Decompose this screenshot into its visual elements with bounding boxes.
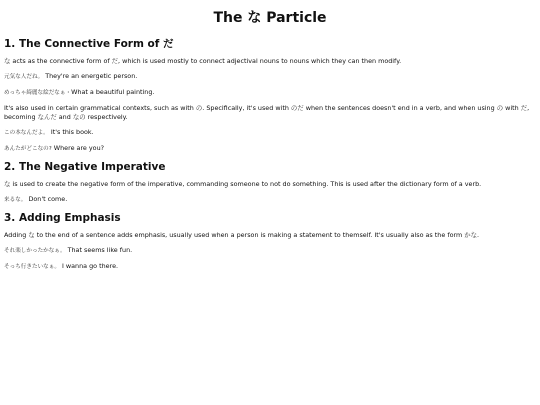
example-translation: It's this book. [50, 128, 94, 136]
example-sentence [4, 144, 536, 154]
example-japanese: そっち行きたいなぁ。 [4, 264, 60, 270]
jp-term: の [195, 104, 203, 112]
example-translation: Where are you? [53, 144, 105, 152]
example-japanese: あんたがどこなの? [4, 146, 52, 152]
example-sentence [4, 72, 536, 82]
paragraph [4, 104, 536, 122]
text-run: with [503, 104, 521, 112]
paragraph [4, 180, 536, 189]
jp-term: だ [520, 104, 528, 112]
example-translation: They're an energetic person. [45, 72, 138, 80]
section-connective-form [4, 37, 536, 154]
example-translation: What a beautiful painting. [71, 88, 155, 96]
example-translation: I wanna go there. [62, 262, 119, 270]
example-sentence [4, 262, 536, 272]
text-run: respectively. [85, 113, 128, 121]
text-run: is used to create the negative form of the imperative, commanding someone to not do something. This is used after the dictionary form of a verb. [10, 180, 482, 188]
jp-term: なんだ [37, 113, 57, 121]
example-japanese: それ楽しかったかなぁ。 [4, 248, 66, 254]
text-run: It's also used in certain grammatical contexts, such as with [4, 104, 196, 112]
section-heading: 2. The Negative Imperative [4, 161, 166, 173]
jp-term: な [4, 57, 11, 65]
page-title: The な Particle [213, 10, 327, 26]
example-sentence [4, 246, 536, 256]
jp-term: のだ [290, 104, 304, 112]
text-run: acts as the connective form of [10, 57, 112, 65]
text-run: . Specifically, it's used with [202, 104, 291, 112]
text-run: and [56, 113, 73, 121]
example-sentence [4, 195, 536, 205]
paragraph [4, 231, 536, 240]
section-heading: 1. The Connective Form of だ [4, 38, 174, 50]
text-run: . [477, 231, 480, 239]
text-run: , which is used mostly to connect adjectival nouns to nouns which they can then modify. [118, 57, 402, 65]
text-run: when the sentences doesn't end in a verb, and when using [303, 104, 497, 112]
example-translation: Don't come. [28, 195, 68, 203]
jp-term: かな [464, 231, 478, 239]
example-japanese: この本なんだよ。 [4, 130, 49, 136]
example-japanese: めっちゃ綺麗な絵だなぁ・ [4, 90, 72, 96]
jp-term: だ [111, 57, 119, 65]
text-run: to the end of a sentence adds emphasis, usually used when a person is making a statement to themself. It's usually also as the form [34, 231, 465, 239]
example-sentence [4, 88, 536, 98]
jp-term: なの [72, 113, 86, 121]
section-adding-emphasis [4, 211, 536, 272]
text-run: , becoming [4, 104, 530, 121]
document-page [4, 0, 536, 272]
example-sentence [4, 128, 536, 138]
example-japanese: 元気な人だね。 [4, 74, 44, 80]
text-run: Adding [4, 231, 29, 239]
section-heading: 3. Adding Emphasis [4, 212, 121, 224]
jp-term: な [28, 231, 35, 239]
example-japanese: 来るな。 [4, 197, 27, 203]
paragraph [4, 57, 536, 66]
jp-term: の [496, 104, 504, 112]
example-translation: That seems like fun. [67, 246, 133, 254]
jp-term: な [4, 180, 11, 188]
section-negative-imperative [4, 160, 536, 205]
